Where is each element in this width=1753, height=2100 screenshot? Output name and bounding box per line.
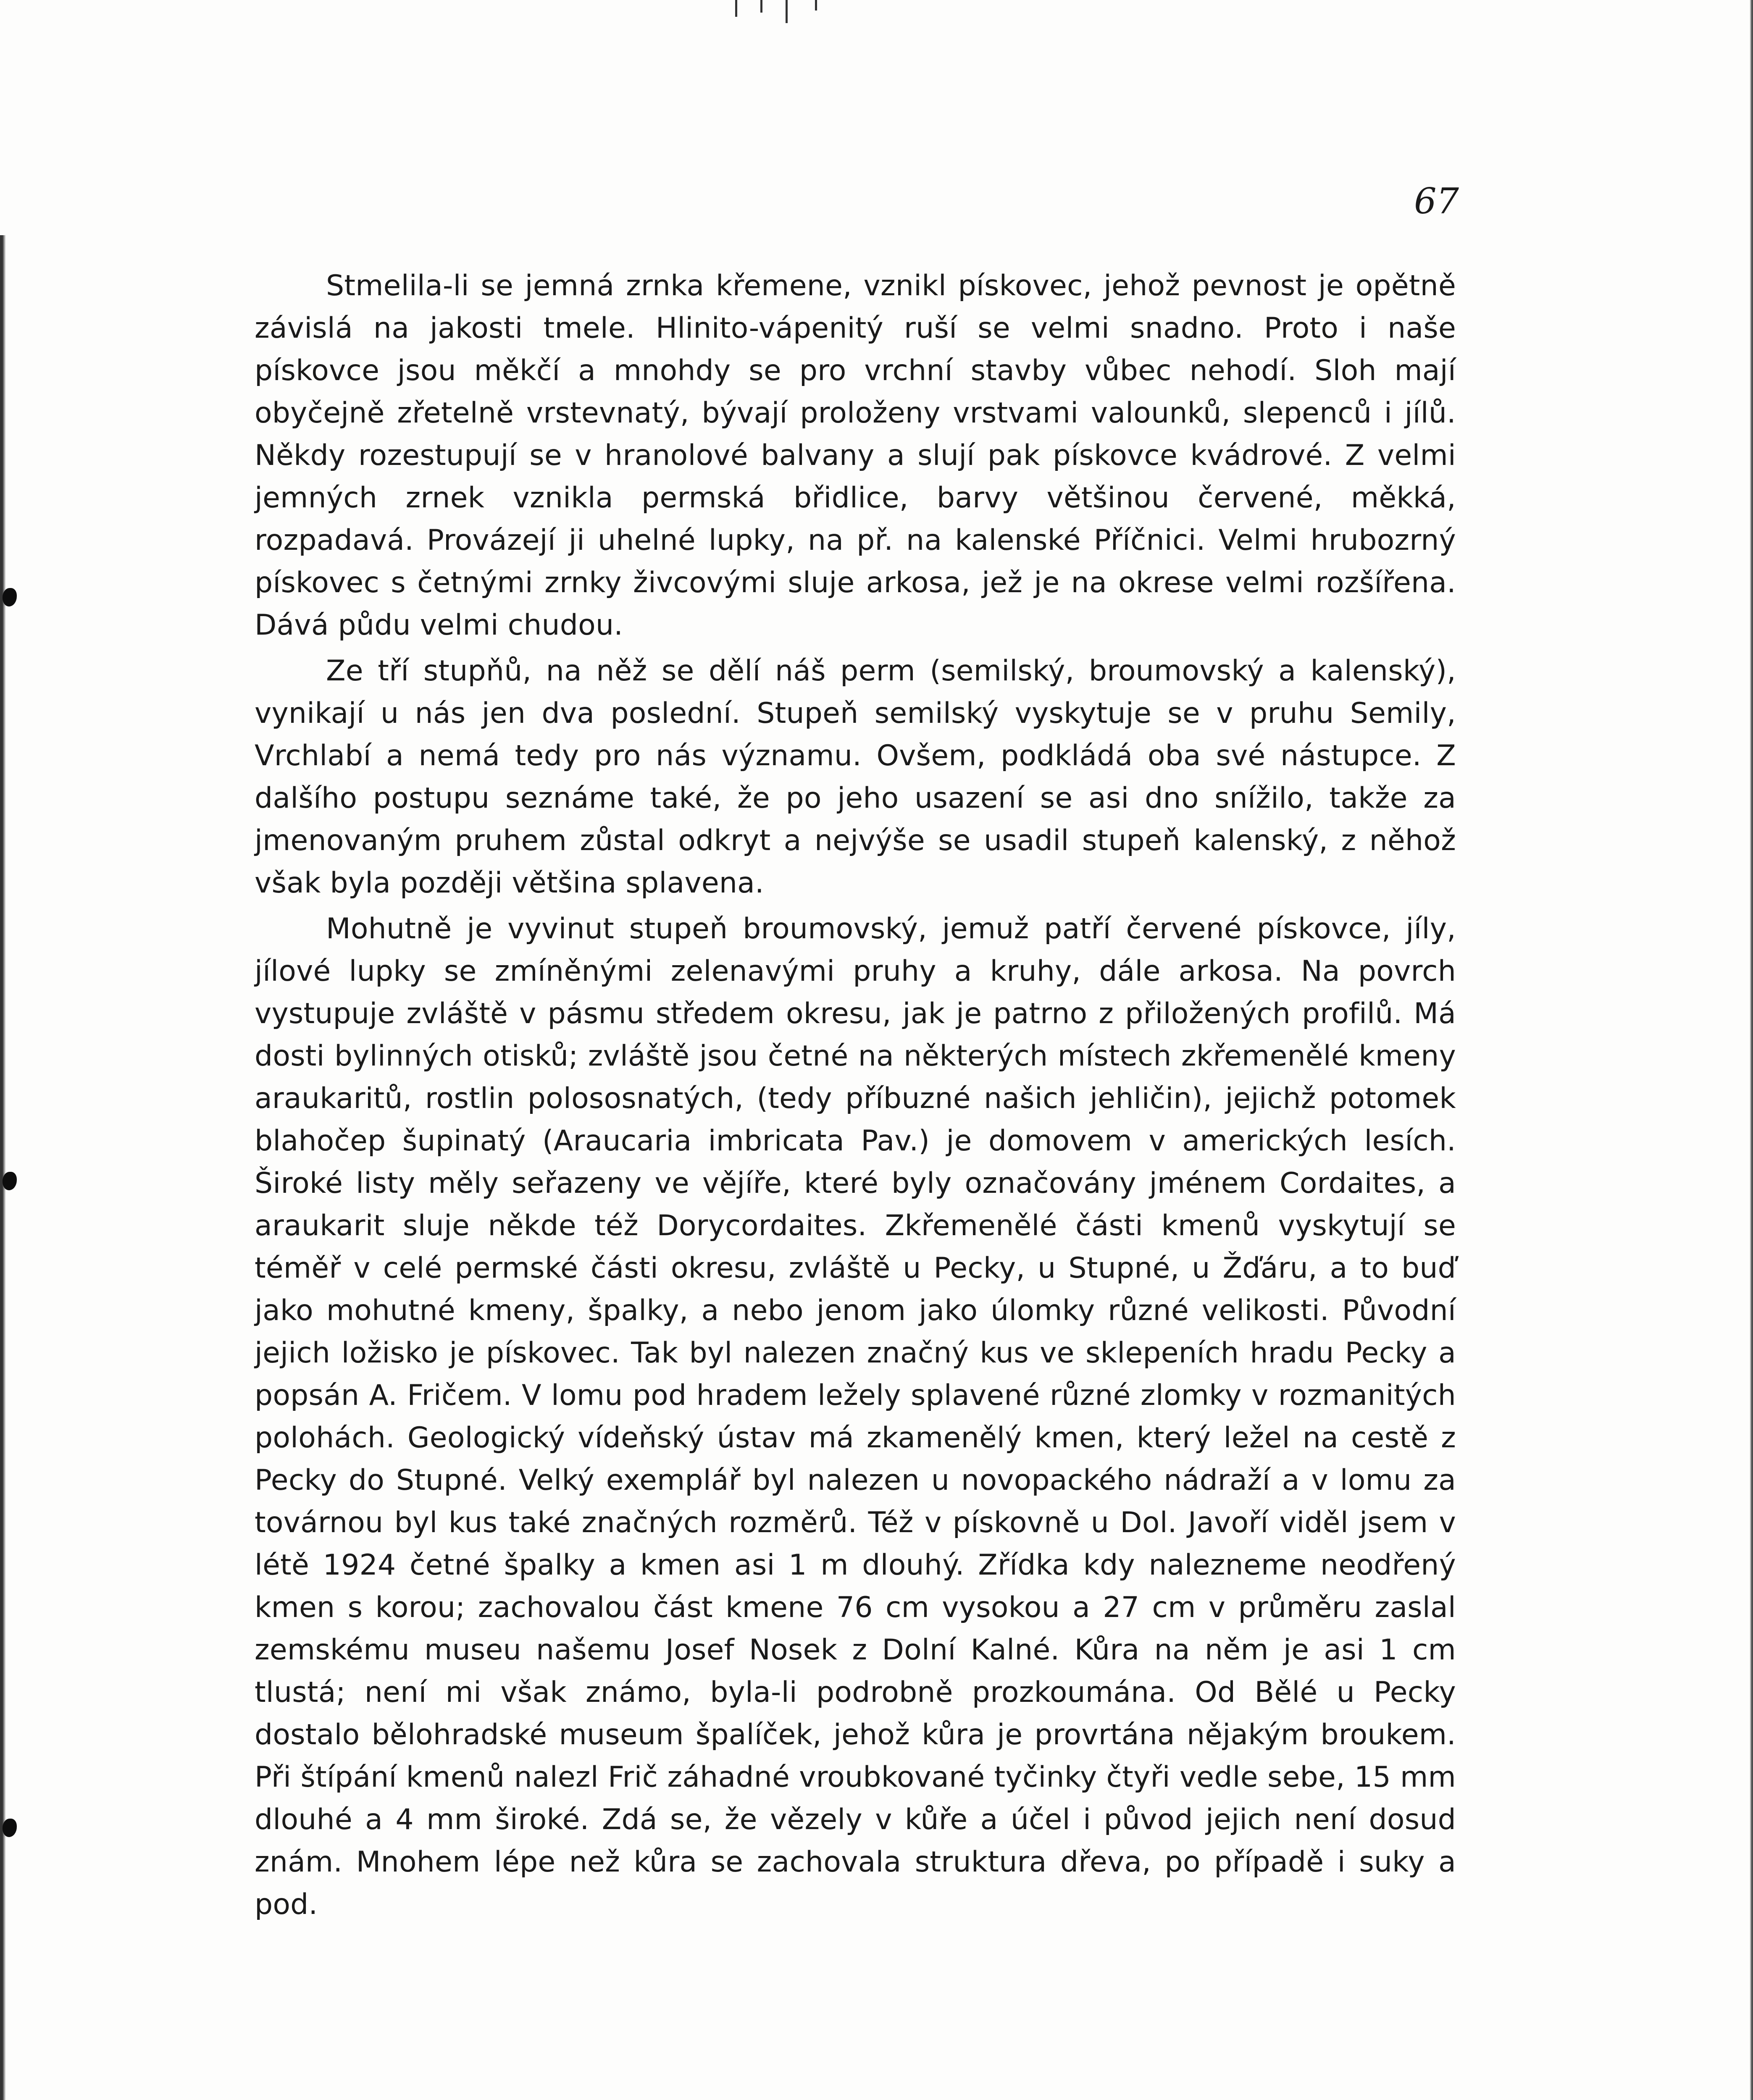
paragraph: Mohutně je vyvinut stupeň broumovský, jemuž patří červené pískovce, jíly, jílové lupky se zmíněnými zelenavými pruhy a kruhy, dále arkosa. Na povrch vystupuje zvláště v pásmu středem okresu, jak je patrno z přiložených profilů. Má dosti bylinných otisků; zvláště jsou četné na některých místech zkřemenělé kmeny araukaritů, rostlin polososnatých, (tedy příbuzné našich jehličin), jejichž potomek blahočep šupinatý (Araucaria imbricata Pav.) je domovem v amerických lesích. Široké listy měly seřazeny ve vějíře, které byly označovány jménem Cordaites, a araukarit sluje někde též Dorycordaites. Zkřemenělé části kmenů vyskytují se téměř v celé permské části okresu, zvláště u Pecky, u Stupné, u Žďáru, a to buď jako mohutné kmeny, špalky, a nebo jenom jako úlomky různé velikosti. Původní jejich ložisko je pískovec. Tak byl nalezen značný kus ve sklepeních hradu Pecky a popsán A. Fričem. V lomu pod hradem ležely splavené různé zlomky v rozmanitých polohách. Geologický vídeňský ústav má zkamenělý kmen, který ležel na cestě z Pecky do Stupné. Velký exemplář byl nalezen u novopackého nádraží a v lomu za továrnou byl kus také značných rozměrů. Též v pískovně u Dol. Javoří viděl jsem v létě 1924 četné špalky a kmen asi 1 m dlouhý. Zřídka kdy nalezneme neodřený kmen s korou; zachovalou část kmene 76 cm vysokou a 27 cm v průměru zaslal zemskému museu našemu Josef Nosek z Dolní Kalné. Kůra na něm je asi 1 cm tlustá; není mi však známo, byla-li podrobně prozkoumána. Od Bělé u Pecky dostalo bělohradské museum špalíček, jehož kůra je provrtána nějakým broukem. Při štípání kmenů nalezl Frič záhadné vroubkované tyčinky čtyři vedle sebe, 15 mm dlouhé a 4 mm široké. Zdá se, že vězely v kůře a účel i původ jejich není dosud znám. Mnohem lépe než kůra se zachovala struktura dřeva, po případě i suky a pod.: [255, 912, 1456, 1921]
binding-hole-mark: [3, 1172, 17, 1190]
page-number: 67: [1414, 181, 1459, 222]
paragraph: Ze tří stupňů, na něž se dělí náš perm (semilský, broumovský a kalenský), vynikají u nás jen dva poslední. Stupeň semilský vyskytuje se v pruhu Semily, Vrchlabí a nemá tedy pro nás významu. Ovšem, podkládá oba své nástupce. Z dalšího postupu seznáme také, že po jeho usazení se asi dno snížilo, takže za jmenovaným pruhem zůstal odkryt a nejvýše se usadil stupeň kalenský, z něhož však byla později většina splavena.: [255, 654, 1456, 900]
scan-edge-right: [1750, 0, 1753, 2100]
body-text: [255, 265, 1456, 1926]
scan-edge-top: [731, 0, 840, 25]
binding-hole-mark: [3, 588, 17, 606]
binding-hole-mark: [3, 1819, 17, 1837]
paragraph: Stmelila-li se jemná zrnka křemene, vznikl pískovec, jehož pevnost je opětně závislá na jakosti tmele. Hlinito-vápenitý ruší se velmi snadno. Proto i naše pískovce jsou měkčí a mnohdy se pro vrchní stavby vůbec nehodí. Sloh mají obyčejně zřetelně vrstevnatý, bývají proloženy vrstvami valounků, slepenců i jílů. Někdy rozestupují se v hranolové balvany a slují pak pískovce kvádrové. Z velmi jemných zrnek vznikla permská břidlice, barvy většinou červené, měkká, rozpadavá. Provázejí ji uhelné lupky, na př. na kalenské Příčnici. Velmi hrubozrný pískovec s četnými zrnky živcovými sluje arkosa, jež je na okrese velmi rozšířena. Dává půdu velmi chudou.: [255, 269, 1456, 642]
